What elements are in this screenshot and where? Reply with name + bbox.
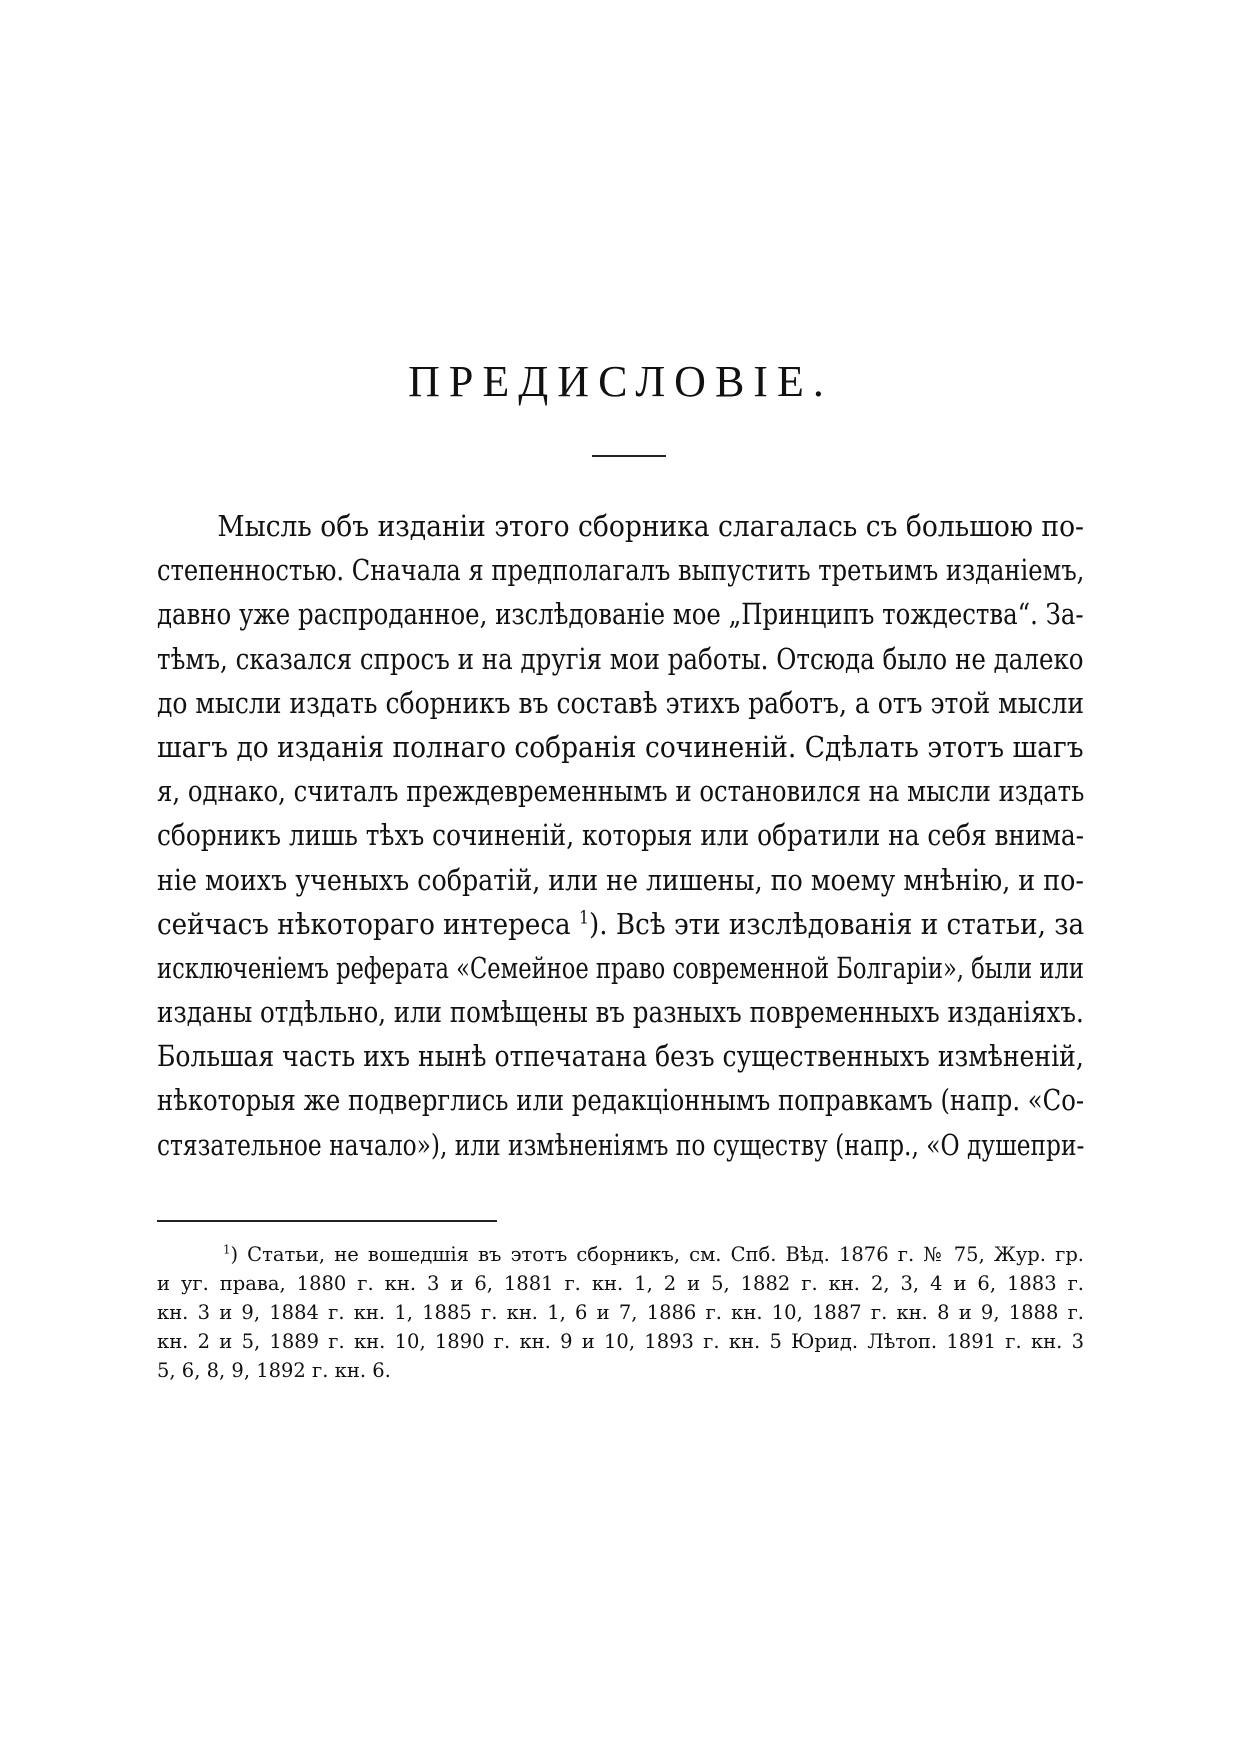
footnote-line: 5, 6, 8, 9, 1892 г. кн. 6.: [157, 1359, 391, 1382]
body-line: изданы отдѣльно, или помѣщены въ разныхъ повременныхъ изданіяхъ.: [157, 995, 1084, 1030]
body-line: стязательное начало»), или измѣненіямъ по существу (напр., «О душепри-: [157, 1127, 1085, 1162]
body-line: тѣмъ, сказался спросъ и на другія мои работы. Отсюда было не далеко: [157, 641, 1084, 676]
body-line: сборникъ лишь тѣхъ сочиненій, которыя или обратили на себя внима-: [157, 818, 1085, 853]
body-line: степенностью. Сначала я предполагалъ выпустить третьимъ изданіемъ,: [157, 553, 1085, 588]
title-divider: [592, 455, 666, 457]
footnote-line-text: ) Статьи, не вошедшія въ этотъ сборникъ, см. Спб. Вѣд. 1876 г. № 75, Жур. гр.: [230, 1243, 1084, 1266]
footnote-line: кн. 2 и 5, 1889 г. кн. 10, 1890 г. кн. 9 и 10, 1893 г. кн. 5 Юрид. Лѣтоп. 1891 г. кн. 3: [157, 1330, 1084, 1353]
body-line-tail: ). Всѣ эти изслѣдованія и статьи, за: [589, 906, 1085, 941]
body-text: [157, 504, 1084, 1167]
body-line: я, однако, считалъ преждевременнымъ и остановился на мысли издать: [157, 774, 1085, 809]
body-line: ніе моихъ ученыхъ собратій, или не лишены, по моему мнѣнію, и по-: [157, 862, 1084, 897]
body-line: нѣкоторыя же подверглись или редакціоннымъ поправкамъ (напр. «Со-: [157, 1083, 1085, 1118]
body-line: шагъ до изданія полнаго собранія сочиненій. Сдѣлать этотъ шагъ: [157, 729, 1084, 764]
footnote-line: [157, 1240, 1084, 1269]
footnote-line: и уг. права, 1880 г. кн. 3 и 6, 1881 г. кн. 1, 2 и 5, 1882 г. кн. 2, 3, 4 и 6, 1883 г.: [157, 1272, 1084, 1295]
footnote-reference: 1: [579, 908, 590, 929]
footnotes: [157, 1240, 1084, 1385]
body-line: исключеніемъ реферата «Семейное право современной Болгаріи», были или: [157, 950, 1084, 985]
body-line: Мысль объ изданіи этого сборника слагалась съ большою по-: [217, 509, 1085, 543]
body-line: Большая часть ихъ нынѣ отпечатана безъ существенныхъ измѣненій,: [157, 1039, 1084, 1074]
footnote-line: кн. 3 и 9, 1884 г. кн. 1, 1885 г. кн. 1, 6 и 7, 1886 г. кн. 10, 1887 г. кн. 8 и 9, 1888 г.: [157, 1301, 1084, 1324]
page-title: ПРЕДИСЛОВІЕ.: [408, 357, 833, 406]
body-line: до мысли издать сборникъ въ составѣ этихъ работъ, а отъ этой мысли: [157, 685, 1085, 720]
body-line: давно уже распроданное, изслѣдованіе мое „Принципъ тождества“. За-: [157, 597, 1084, 632]
body-line-with-footnote-ref: [157, 902, 1085, 946]
body-line-head: сейчасъ нѣкотораго интереса: [157, 906, 571, 941]
footnote-divider: [157, 1220, 497, 1222]
footnote-marker: 1: [223, 1242, 231, 1257]
